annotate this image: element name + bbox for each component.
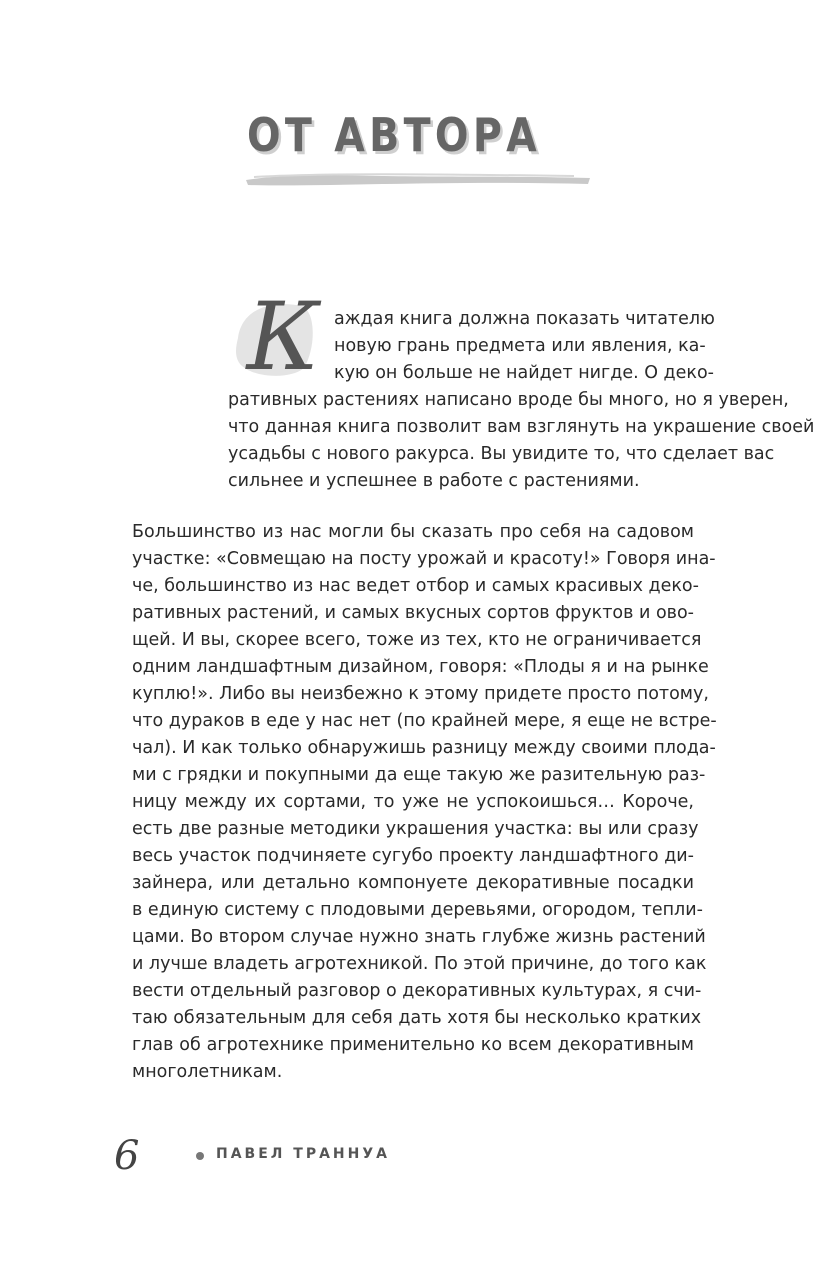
text-line: аждая книга должна показать читателю [334, 309, 715, 329]
text-line: одним ландшафтным дизайном, говоря: «Плоды я и на рынке [132, 657, 709, 677]
text-line: глав об агротехнике применительно ко всем декоративным [132, 1035, 694, 1055]
bullet-dot-icon [196, 1152, 204, 1160]
text-line: Большинство из нас могли бы сказать про себя на садовом [132, 522, 694, 542]
text-line: что дураков в еде у нас нет (по крайней мере, я еще не встре- [132, 711, 717, 731]
text-line: че, большинство из нас ведет отбор и самых красивых деко- [132, 576, 699, 596]
text-line: зайнера, или детально компонуете декоративные посадки [132, 873, 694, 893]
text-line: кую он больше не найдет нигде. О деко- [334, 363, 715, 383]
text-line: куплю!». Либо вы неизбежно к этому придете просто потому, [132, 684, 709, 704]
running-head-author: ПАВЕЛ ТРАННУА [216, 1146, 390, 1162]
text-line: сильнее и успешнее в работе с растениями. [228, 471, 640, 491]
text-line: цами. Во втором случае нужно знать глубже жизнь растений [132, 927, 706, 947]
text-line: ницу между их сортами, то уже не успокоишься… Короче, [132, 792, 694, 812]
brush-underline [244, 168, 592, 190]
text-line: ративных растениях написано вроде бы много, но я уверен, [228, 390, 789, 410]
text-line: таю обязательным для себя дать хотя бы несколько кратких [132, 1008, 702, 1028]
text-line: усадьбы с нового ракурса. Вы увидите то, что сделает вас [228, 444, 775, 464]
text-line: новую грань предмета или явления, ка- [334, 336, 706, 356]
text-line: есть две разные методики украшения участка: вы или сразу [132, 819, 699, 839]
text-line: вести отдельный разговор о декоративных культурах, я счи- [132, 981, 702, 1001]
text-line: многолетникам. [132, 1062, 283, 1082]
text-line: что данная книга позволит вам взглянуть на украшение своей [228, 417, 814, 437]
text-line: весь участок подчиняете сугубо проекту ландшафтного ди- [132, 846, 694, 866]
text-line: щей. И вы, скорее всего, тоже из тех, кто не ограничивается [132, 630, 702, 650]
text-line: в единую систему с плодовыми деревьями, огородом, тепли- [132, 900, 703, 920]
page-number: 6 [114, 1133, 140, 1179]
text-line: участке: «Совмещаю на посту урожай и красоту!» Говоря ина- [132, 549, 716, 569]
text-line: и лучше владеть агротехникой. По этой причине, до того как [132, 954, 707, 974]
text-line: ми с грядки и покупными да еще такую же разительную раз- [132, 765, 706, 785]
text-line: ративных растений, и самых вкусных сортов фруктов и ово- [132, 603, 694, 623]
chapter-title: ОТ АВТОРА [246, 108, 542, 162]
text-line: чал). И как только обнаружишь разницу между своими плода- [132, 738, 716, 758]
drop-cap-letter: К [246, 283, 320, 392]
